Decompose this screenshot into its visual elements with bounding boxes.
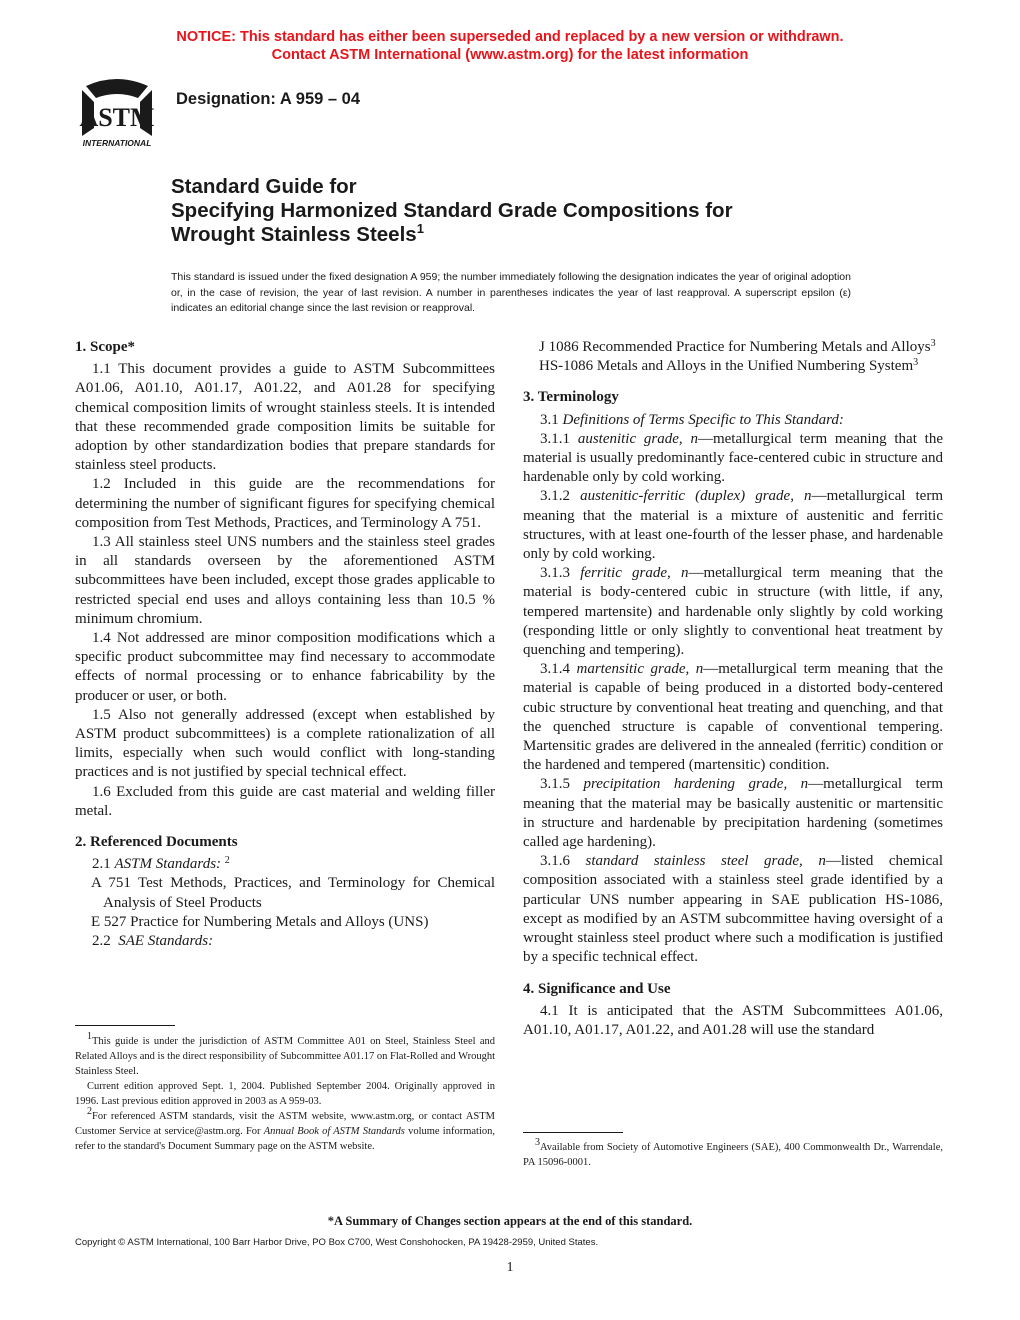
section-2-heading: 2. Referenced Documents	[75, 834, 238, 851]
astm-logo-icon	[72, 76, 162, 150]
footnote-1: $^1$This guide is under the jurisdiction of ASTM Committee A01 on Steel, Stainless Steel and Related Alloys and is the direct responsibility of Subcommittee A01.17 on Flat-Rolled and Wrought Stainless Steel.	[75, 1031, 495, 1077]
paragraph-1-3: 1.3 All stainless steel UNS numbers and the stainless steel grades in all standards overseen by the aforementioned ASTM subcommittees have been included, except those grades applicable to restricted special end uses and alloys containing less than 10.5 % minimum chromium.	[75, 534, 495, 627]
definition-3-1-1: 3.1.1 austenitic grade, n—metallurgical term meaning that the material is usually predominantly face-centered cubic in structure and hardenable only by cold working.	[523, 430, 943, 486]
section-1-heading: 1. Scope*	[75, 339, 135, 355]
title-line-3: Wrought Stainless Steels$^1$	[171, 221, 424, 246]
title-line-2: Specifying Harmonized Standard Grade Compositions for	[171, 199, 733, 222]
paragraph-1-4: 1.4 Not addressed are minor composition modifications which a specific product subcommittee may find necessary to accommodate effects of normal processing or to enhance fabricability by the producer or user, or both.	[75, 630, 495, 704]
summary-of-changes-note: *A Summary of Changes section appears at the end of this standard.	[327, 1214, 693, 1228]
section-3-heading: 3. Terminology	[523, 389, 619, 406]
section-4-heading: 4. Significance and Use	[523, 980, 671, 997]
page-number: 1	[506, 1260, 514, 1275]
notice-line-1: NOTICE: This standard has either been superseded and replaced by a new version or withdrawn.	[176, 29, 844, 45]
definition-3-1-2: 3.1.2 austenitic-ferritic (duplex) grade, n—metallurgical term meaning that the material is a mixture of austenitic and ferritic structures, with at least one-fourth of the lesser phase, and hardenable only by cold working.	[523, 488, 943, 563]
footnote-1-edition: Current edition approved Sept. 1, 2004. Published September 2004. Originally approved in 1996. Last previous edition approved in 2003 as A 959-03.	[75, 1081, 495, 1107]
copyright: Copyright © ASTM International, 100 Barr Harbor Drive, PO Box C700, West Conshohocken, PA 19428-2959, United States.	[75, 1237, 599, 1248]
withdrawal-notice	[0, 28, 1020, 64]
paragraph-1-2: 1.2 Included in this guide are the recommendations for determining the number of significant figures for specifying chemical composition from Test Methods, Practices, and Terminology A 751.	[75, 476, 495, 531]
definition-3-1-4: 3.1.4 martensitic grade, n—metallurgical term meaning that the material is capable of being produced in a distorted body-centered cubic structure by conventional heat treating and quenching, and that the quenched structure is capable of conventional tempering. Martensitic grades are delivered in the annealed (ferritic) condition or the hardened and tempered (martensitic) condition.	[523, 661, 943, 774]
reference-j1086: J 1086 Recommended Practice for Numbering Metals and Alloys$^3$	[539, 338, 936, 355]
paragraph-4-1: 4.1 It is anticipated that the ASTM Subcommittees A01.06, A01.10, A01.17, A01.22, and A01.28 will use the standard	[523, 1002, 943, 1038]
subsection-2-2: 2.2 SAE Standards:	[92, 933, 214, 950]
footnotes-right	[523, 1137, 943, 1170]
subsection-3-1: 3.1 Definitions of Terms Specific to This Standard:	[540, 411, 844, 428]
designation: Designation: A 959 – 04	[176, 90, 361, 108]
footnotes-left	[75, 1031, 495, 1154]
notice-line-2: Contact ASTM International (www.astm.org) for the latest information	[271, 47, 749, 63]
left-column	[75, 338, 495, 951]
issued-note: This standard is issued under the fixed designation A 959; the number immediately following the designation indicates the year of original adoption or, in the case of revision, the year of last revision. A number in parentheses indicates the year of last reapproval. A superscript epsilon (ε) indicates an editorial change since the last revision or reapproval.	[171, 271, 851, 314]
reference-a751: A 751 Test Methods, Practices, and Terminology for Chemical Analysis of Steel Products	[91, 875, 495, 911]
definition-3-1-3: 3.1.3 ferritic grade, n—metallurgical term meaning that the material is body-centered cubic in structure (with little, if any, tempered martensite) and hardenable only slightly by cold working (responding little or only slightly to conventional heat treatment by quenching and tempering).	[523, 565, 944, 659]
paragraph-1-5: 1.5 Also not generally addressed (except when established by ASTM product subcommittees) is a complete rationalization of all limits, especially when such would conflict with long-standing practices and is not justified by special technical effect.	[75, 706, 495, 781]
reference-e527: E 527 Practice for Numbering Metals and Alloys (UNS)	[91, 913, 429, 930]
logo-text: ASTM	[79, 103, 155, 132]
footnote-3: $^3$Available from Society of Automotive Engineers (SAE), 400 Commonwealth Dr., Warrendale, PA 15096-0001.	[523, 1137, 943, 1168]
title-line-1: Standard Guide for	[171, 175, 357, 198]
astm-logo	[72, 76, 162, 150]
title-footnote-mark: 1	[416, 221, 424, 236]
definition-3-1-6: 3.1.6 standard stainless steel grade, n—listed chemical composition associated with a stainless steel grade identified by a particular UNS number appearing in SAE publication HS-1086, except as modified by an ASTM subcommittee having oversight of a wrought stainless steel product where such a modification is justified by a specific technical effect.	[523, 853, 943, 966]
paragraph-1-6: 1.6 Excluded from this guide are cast material and welding filler metal.	[75, 783, 495, 819]
definition-3-1-5: 3.1.5 precipitation hardening grade, n—metallurgical term meaning that the material may be basically austenitic or martensitic in structure and hardenable by precipitation hardening (sometimes called age hardening).	[523, 776, 943, 851]
footnote-2: $^2$For referenced ASTM standards, visit the ASTM website, www.astm.org, or contact ASTM Customer Service at service@astm.org. For Annual Book of ASTM Standards volume information, refer to the standard's Document Summary page on the ASTM website.	[75, 1106, 495, 1152]
logo-subtext: INTERNATIONAL	[82, 138, 152, 148]
document-title	[171, 175, 971, 247]
footnote-rule-left	[75, 1025, 175, 1026]
paragraph-1-1: 1.1 This document provides a guide to ASTM Subcommittees A01.06, A01.10, A01.17, A01.22, and A01.28 for specifying chemical composition limits of wrought stainless steels. It is intended that these recommended grade composition limits be suitable for adoption by other standardization bodies that prepare standards for stainless steel products.	[75, 361, 495, 474]
reference-hs1086: HS-1086 Metals and Alloys in the Unified Numbering System$^3$	[539, 357, 919, 375]
footnote-rule-right	[523, 1132, 623, 1133]
right-column	[523, 338, 943, 1040]
subsection-2-1: 2.1 ASTM Standards: $^2$	[92, 855, 230, 873]
